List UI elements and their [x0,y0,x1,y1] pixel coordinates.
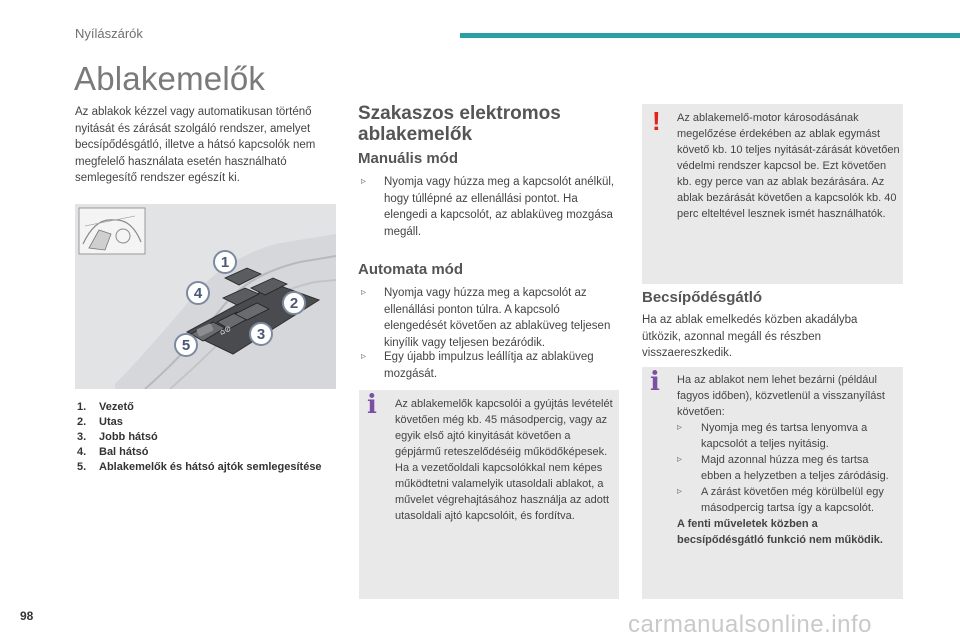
anti-pinch-paragraph: Ha az ablak emelkedés közben akadályba ütközik, azonnal megáll és részben visszaereszkedik. [642,314,858,359]
svg-text:4: 4 [193,285,203,302]
watermark: carmanualsonline.info [628,611,872,638]
legend-item: 3. Jobb hátsó [77,431,158,443]
page-number: 98 [20,609,34,623]
svg-text:2: 2 [289,295,299,312]
info-i-icon: i [650,367,660,397]
arrow-bullet-icon: ▹ [677,486,683,497]
bullet-item: ▹ Majd azonnal húzza meg és tartsa ebben a helyzetben a teljes záródásig. [677,454,889,482]
page-title: Ablakemelők [74,60,266,97]
arrow-bullet-icon: ▹ [361,287,367,298]
bullet-item: ▹ Nyomja vagy húzza meg a kapcsolót anélkül, hogy túllépné az ellenállási pontot. Ha elengedi a kapcsolót, az ablaküveg mozgása megáll. [361,174,623,240]
car-interior-thumbnail [79,208,145,254]
svg-text:5: 5 [181,337,191,354]
exclamation-icon: ! [652,106,661,136]
info-box-text: Az ablakemelők kapcsolói a gyújtás levételét követően még kb. 45 másodpercig, vagy az egyik első ajtó kinyitását követően a gépjármű reteszelődéséig működőképesek. Ha a vezetőoldali kapcsolókkal nem képes működtetni valamelyik utasoldali ablakot, a művelet végrehajtásához használja az adott utasoldali ajtó kapcsolóit, és fordítva. [395,398,613,522]
callout-4 [187,282,209,304]
heading-anti-pinch: Becsípődésgátló [642,289,763,306]
legend-item: 4. Bal hátsó [77,446,149,458]
info-i-icon: i [367,390,377,420]
intro-paragraph: Az ablakok kézzel vagy automatikusan történő nyitását és zárását szolgáló rendszer, amelyet becsípődésgátló, illetve a hátsó kapcsolók nem megfelelő használata esetén használható semlegesítő rendszer egészít ki. [75,106,316,184]
info-box-content [677,372,899,548]
svg-text:⌂⊘: ⌂⊘ [218,323,233,337]
legend-item: 1. Vezető [77,401,134,413]
bullet-item: ▹ Nyomja meg és tartsa lenyomva a kapcsolót a teljes nyitásig. [677,422,868,450]
bullet-item: ▹ Nyomja vagy húzza meg a kapcsolót az ellenállási ponton túlra. A kapcsoló elengedését követően az ablaküveg teljesen kinyílik vagy teljesen bezáródik. [361,285,623,351]
callout-3 [250,323,272,345]
info-box-switch-timeout [359,390,619,599]
callout-1 [214,251,236,273]
svg-text:1: 1 [220,254,230,271]
top-accent-rule [460,33,960,38]
switch-panel-illustration [75,204,336,389]
switch-panel-figure [75,204,336,389]
info-box-anti-pinch-reset [642,367,903,599]
bullet-item: ▹ A zárást követően még körülbelül egy másodpercig tartsa így a kapcsolót. [677,486,884,514]
callout-2 [283,292,305,314]
legend-item: 2. Utas [77,416,123,428]
warning-box-motor-protection [642,104,903,284]
info-box-intro: Ha az ablakot nem lehet bezárni (például fagyos időben), közvetlenül a visszanyílást követően: [677,374,885,418]
warning-box-text: Az ablakemelő-motor károsodásának megelőzése érdekében az ablak egymást követő kb. 10 teljes nyitását-zárását követően védelmi rendszer kapcsol be. Ezt követően kb. egy perce van az ablak bezárására. Az ablak bezárását követően a kapcsolók kb. 40 perc elteltével lesznek ismét használhatók. [677,112,900,220]
section-label: Nyílászárók [75,26,143,41]
arrow-bullet-icon: ▹ [677,454,683,465]
legend-item: 5. Ablakemelők és hátsó ajtók semlegesítése [77,461,322,473]
arrow-bullet-icon: ▹ [677,422,683,433]
heading-auto-mode: Automata mód [358,261,463,278]
figure-legend [77,400,337,475]
bullet-item: ▹ Egy újabb impulzus leállítja az ablaküveg mozgását. [361,349,623,382]
section-title-intermittent-windows: Szakaszos elektromos ablakemelők [358,103,561,145]
svg-text:3: 3 [256,326,266,343]
arrow-bullet-icon: ▹ [361,351,367,362]
arrow-bullet-icon: ▹ [361,176,367,187]
callout-5 [175,334,197,356]
info-box-bold-note: A fenti műveletek közben a becsípődésgátló funkció nem működik. [677,518,883,546]
heading-manual-mode: Manuális mód [358,150,459,167]
